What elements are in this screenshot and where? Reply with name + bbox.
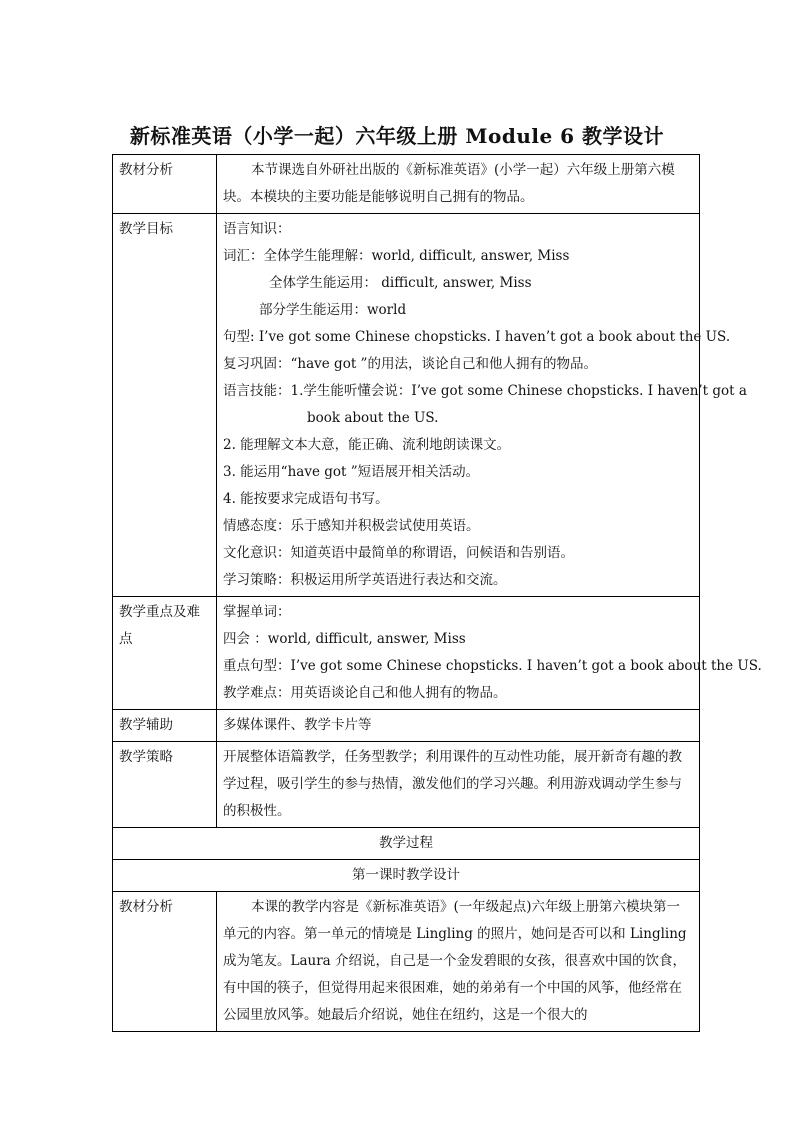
- row-label-strategy: 教学策略: [113, 742, 217, 828]
- row-label-keypoints: 教学重点及难点: [113, 597, 217, 710]
- lesson1-header: 第一课时教学设计: [113, 860, 700, 892]
- goals-line: 情感态度：乐于感知并积极尝试使用英语。: [223, 518, 480, 534]
- table-row: [113, 892, 700, 1032]
- analysis-text: 本节课选自外研社出版的《新标准英语》(小学一起）六年级上册第六模块。本模块的主要功能是能够说明自己拥有的物品。: [223, 162, 675, 205]
- goals-line: 语言知识：: [223, 221, 291, 237]
- row-label-goals: 教学目标: [113, 214, 217, 597]
- keypoints-line: 掌握单词：: [223, 604, 291, 620]
- table-row: [113, 155, 700, 214]
- row-content-strategy: [217, 742, 700, 828]
- row-label-analysis: 教材分析: [113, 155, 217, 214]
- row-content-goals: [217, 214, 747, 597]
- goals-line: 语言技能：1.学生能听懂会说：I’ve got some Chinese chopsticks. I haven’t got a: [223, 383, 747, 399]
- goals-line: 复习巩固：“have got ”的用法，谈论自己和他人拥有的物品。: [223, 356, 597, 372]
- goals-line: 句型: I’ve got some Chinese chopsticks. I haven’t got a book about the US.: [223, 329, 731, 345]
- analysis2-text: 本课的教学内容是《新标准英语》(一年级起点)六年级上册第六模块第一单元的内容。第一单元的情境是 Lingling 的照片，她问是否可以和 Lingling 成为笔友。Laura 介绍说，自己是一个金发碧眼的女孩，很喜欢中国的饮食，有中国的筷子，但觉得用起来很困难，她的弟弟有一个中国的风筝，他经常在公园里放风筝。她最后介绍说，她住在纽约，这是一个很大的: [223, 899, 687, 1023]
- keypoints-line: 重点句型：I’ve got some Chinese chopsticks. I haven’t got a book about the US.: [223, 658, 762, 674]
- goals-line: 4. 能按要求完成语句书写。: [223, 491, 389, 507]
- table-row: [113, 710, 700, 742]
- lesson-plan-table: [112, 154, 762, 1032]
- row-content-analysis: [217, 155, 700, 214]
- page-title: 新标准英语（小学一起）六年级上册 Module 6 教学设计: [129, 124, 665, 148]
- table-row: [113, 860, 700, 892]
- row-content-keypoints: [217, 597, 762, 710]
- goals-line: 部分学生能运用：world: [259, 302, 407, 318]
- table-row: [113, 828, 700, 860]
- goals-line: 文化意识：知道英语中最简单的称谓语，问候语和告别语。: [223, 545, 574, 561]
- table-row: [113, 597, 700, 710]
- goals-line: 词汇：全体学生能理解：world, difficult, answer, Miss: [223, 248, 570, 264]
- goals-line: 学习策略：积极运用所学英语进行表达和交流。: [223, 572, 507, 588]
- goals-line: 3. 能运用“have got ”短语展开相关活动。: [223, 464, 480, 480]
- strategy-text: 开展整体语篇教学，任务型教学；利用课件的互动性功能，展开新奇有趣的教学过程，吸引学生的参与热情，激发他们的学习兴趣。利用游戏调动学生参与的积极性。: [223, 749, 682, 819]
- row-label-analysis2: 教材分析: [113, 892, 217, 1032]
- row-content-aids: 多媒体课件、教学卡片等: [217, 710, 700, 742]
- goals-line: 2. 能理解文本大意，能正确、流利地朗读课文。: [223, 437, 511, 453]
- process-header: 教学过程: [113, 828, 700, 860]
- table-row: [113, 214, 700, 597]
- table-row: [113, 742, 700, 828]
- keypoints-line: 四会 ：world, difficult, answer, Miss: [223, 631, 466, 647]
- row-label-aids: 教学辅助: [113, 710, 217, 742]
- row-content-analysis2: [217, 892, 700, 1032]
- keypoints-line: 教学难点：用英语谈论自己和他人拥有的物品。: [223, 685, 507, 701]
- goals-line: book about the US.: [307, 410, 439, 426]
- goals-line: 全体学生能运用： difficult, answer, Miss: [269, 275, 532, 291]
